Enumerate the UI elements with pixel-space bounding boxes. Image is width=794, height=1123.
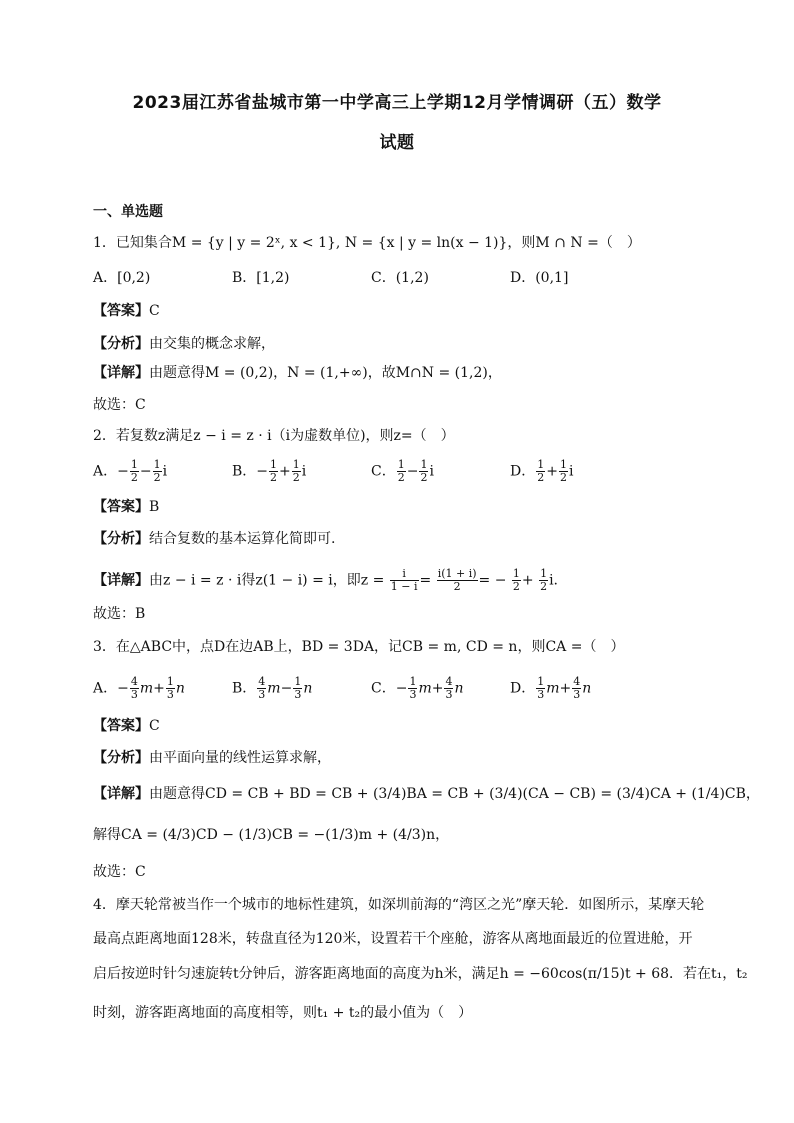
q1-option-b: B．[1,2) — [232, 270, 290, 286]
fraction: $\frac{1}{2}$ — [397, 458, 405, 484]
fraction: $\frac{1}{2}$ — [420, 458, 428, 484]
q3-answer: 【答案】C — [93, 718, 160, 734]
q2-option-a: A．− $\frac{1}{2}$ − $\frac{1}{2}$ i — [93, 458, 168, 484]
q1-stem: 1．已知集合M = {y | y = 2ˣ, x < 1}, N = {x | y = ln(x − 1)}，则M ∩ N =（ ） — [93, 235, 641, 251]
fraction: $\frac{4}{3}$ — [445, 675, 453, 701]
q1-option-a: A．[0,2) — [93, 270, 151, 286]
page-title-continued: 试题 — [379, 133, 415, 153]
fraction: $\frac{1}{3}$ — [294, 675, 302, 701]
q2-option-b: B．− $\frac{1}{2}$ + $\frac{1}{2}$ i — [232, 458, 307, 484]
fraction: $\frac{1}{2}$ — [559, 458, 567, 484]
q2-detail: 【详解】由z − i = z · i得z(1 − i) = i，即z = $\frac{i}{1 - i}$ = $\frac{i(1 + i)}{2}$ = − $\frac{1}{2}$ + $\frac{1}{2}$ i. — [93, 567, 559, 593]
fraction: $\frac{1}{3}$ — [537, 675, 545, 701]
q2-stem: 2．若复数z满足z − i = z · i（i为虚数单位)，则z=（ ） — [93, 428, 455, 444]
q3-option-a: A．− $\frac{4}{3}$ m+ $\frac{1}{3}$ n — [93, 675, 185, 701]
q2-option-d: D． $\frac{1}{2}$ + $\frac{1}{2}$ i — [510, 458, 574, 484]
q3-analysis: 【分析】由平面向量的线性运算求解， — [93, 750, 331, 766]
fraction: $\frac{1}{3}$ — [409, 675, 417, 701]
q2-detail-fraction-3: $\frac{1}{2}$ — [512, 567, 520, 593]
fraction: $\frac{1}{2}$ — [292, 458, 300, 484]
q1-detail: 【详解】由题意得M = (0,2)，N = (1,+∞)，故M∩N = (1,2)， — [93, 365, 502, 381]
page-title: 2023届江苏省盐城市第一中学高三上学期12月学情调研（五）数学 — [132, 93, 662, 113]
q2-analysis: 【分析】结合复数的基本运算化简即可. — [93, 531, 336, 547]
q2-detail-fraction-1: $\frac{i}{1 - i}$ — [390, 567, 418, 593]
q1-answer: 【答案】C — [93, 303, 160, 319]
q1-choose: 故选：C — [93, 397, 146, 413]
q2-option-c: C． $\frac{1}{2}$ − $\frac{1}{2}$ i — [371, 458, 434, 484]
q1-option-d: D．(0,1] — [510, 270, 569, 286]
fraction: $\frac{1}{2}$ — [153, 458, 161, 484]
q2-choose: 故选：B — [93, 606, 146, 622]
q3-stem: 3．在△ABC中，点D在边AB上，BD = 3DA，记CB = m, CD = n，则CA =（ ） — [93, 639, 625, 655]
q2-detail-fraction-2: $\frac{i(1 + i)}{2}$ — [437, 567, 477, 593]
fraction: $\frac{1}{2}$ — [537, 458, 545, 484]
fraction: $\frac{1}{3}$ — [166, 675, 174, 701]
fraction: $\frac{1}{2}$ — [130, 458, 138, 484]
q3-option-d: D． $\frac{1}{3}$ m+ $\frac{4}{3}$ n — [510, 675, 592, 701]
q4-stem-line-3: 启后按逆时针匀速旋转t分钟后，游客距离地面的高度为h米，满足h = −60cos(π/15)t + 68．若在t₁，t₂ — [93, 966, 748, 982]
q3-choose: 故选：C — [93, 864, 146, 880]
q3-detail: 【详解】由题意得CD = CB + BD = CB + (3/4)BA = CB + (3/4)(CA − CB) = (3/4)CA + (1/4)CB， — [93, 786, 760, 802]
q4-stem-line-1: 4．摩天轮常被当作一个城市的地标性建筑，如深圳前海的“湾区之光”摩天轮．如图所示，某摩天轮 — [93, 897, 705, 913]
q3-solve: 解得CA = (4/3)CD − (1/3)CB = −(1/3)m + (4/3)n， — [93, 827, 450, 843]
q4-stem-line-2: 最高点距离地面128米，转盘直径为120米，设置若干个座舱，游客从离地面最近的位置进舱，开 — [93, 931, 693, 947]
fraction: $\frac{4}{3}$ — [258, 675, 266, 701]
q1-option-c: C．(1,2) — [371, 270, 429, 286]
q3-option-c: C．− $\frac{1}{3}$ m+ $\frac{4}{3}$ n — [371, 675, 464, 701]
section-heading: 一、单选题 — [93, 204, 163, 220]
q3-option-b: B． $\frac{4}{3}$ m− $\frac{1}{3}$ n — [232, 675, 313, 701]
q4-stem-line-4: 时刻，游客距离地面的高度相等，则t₁ + t₂的最小值为（ ） — [93, 1005, 473, 1021]
fraction: $\frac{1}{2}$ — [270, 458, 278, 484]
q2-answer: 【答案】B — [93, 499, 160, 515]
q1-analysis: 【分析】由交集的概念求解， — [93, 336, 275, 352]
q2-detail-fraction-4: $\frac{1}{2}$ — [540, 567, 548, 593]
fraction: $\frac{4}{3}$ — [573, 675, 581, 701]
fraction: $\frac{4}{3}$ — [130, 675, 138, 701]
